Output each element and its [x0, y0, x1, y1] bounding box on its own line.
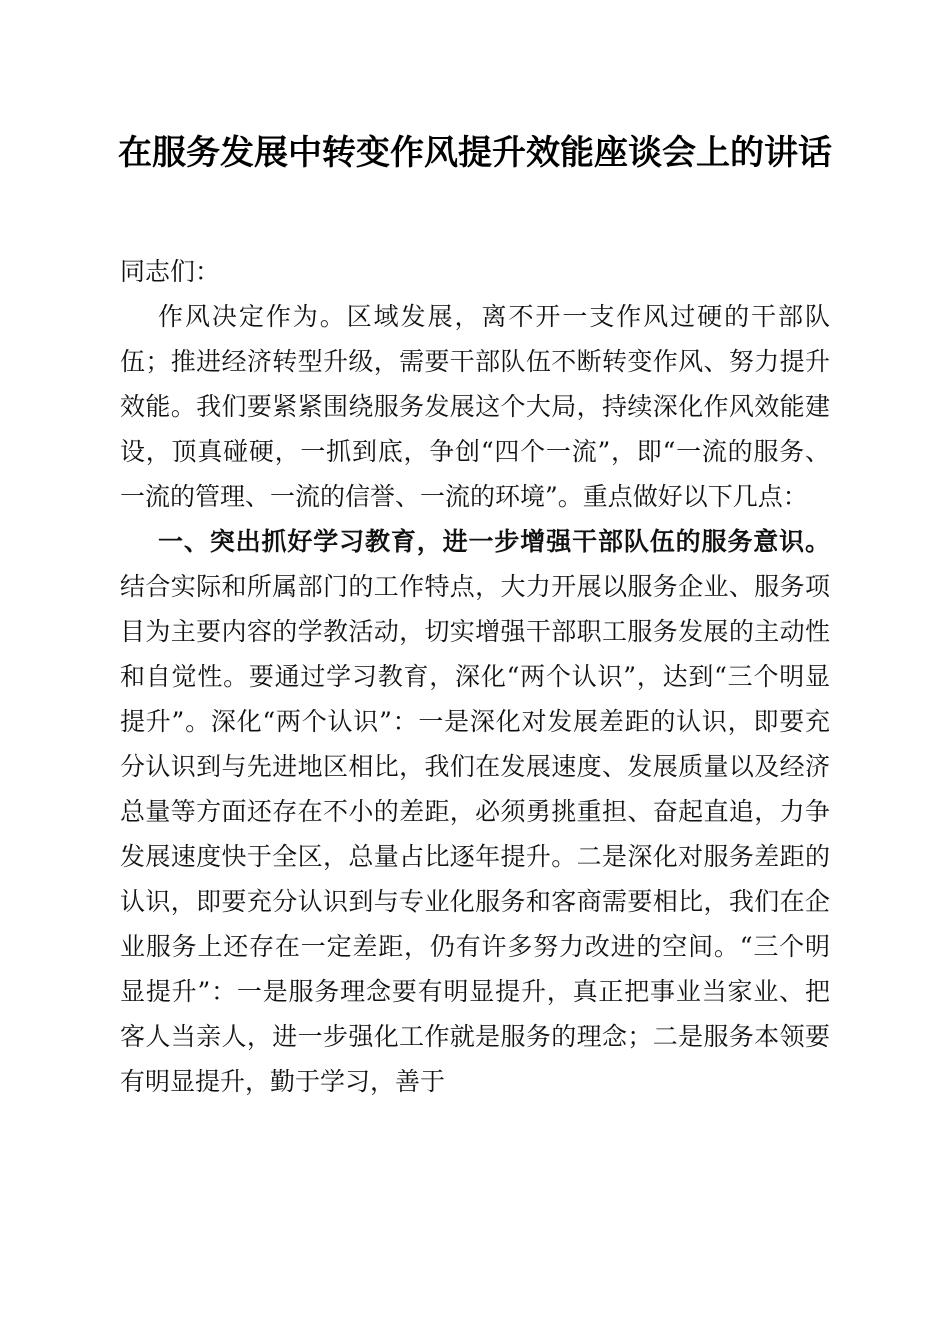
document-title: 在服务发展中转变作风提升效能座谈会上的讲话	[118, 133, 832, 173]
section-1-body: 结合实际和所属部门的工作特点，大力开展以服务企业、服务项目为主要内容的学教活动，切实增强干部职工服务发展的主动性和自觉性。要通过学习教育，深化“两个认识”，达到“三个明显提升”。深化“两个认识”：一是深化对发展差距的认识，即要充分认识到与先进地区相比，我们在发展速度、发展质量以及经济总量等方面还存在不小的差距，必须勇挑重担、奋起直追，力争发展速度快于全区，总量占比逐年提升。二是深化对服务差距的认识，即要充分认识到与专业化服务和客商需要相比，我们在企业服务上还存在一定差距，仍有许多努力改进的空间。“三个明显提升”：一是服务理念要有明显提升，真正把事业当家业、把客人当亲人，进一步强化工作就是服务的理念；二是服务本领要有明显提升，勤于学习，善于	[120, 572, 830, 1096]
paragraph-intro: 作风决定作为。区域发展，离不开一支作风过硬的干部队伍；推进经济转型升级，需要干部队伍不断转变作风、努力提升效能。我们要紧紧围绕服务发展这个大局，持续深化作风效能建设，顶真碰硬，一抓到底，争创“四个一流”，即“一流的服务、一流的管理、一流的信誉、一流的环境”。重点做好以下几点：	[120, 302, 830, 511]
paragraph-section-1	[120, 519, 830, 1104]
section-1-heading: 一、突出抓好学习教育，进一步增强干部队伍的服务意识。	[158, 527, 830, 556]
salutation: 同志们：	[120, 257, 221, 286]
document-body	[120, 249, 830, 1104]
